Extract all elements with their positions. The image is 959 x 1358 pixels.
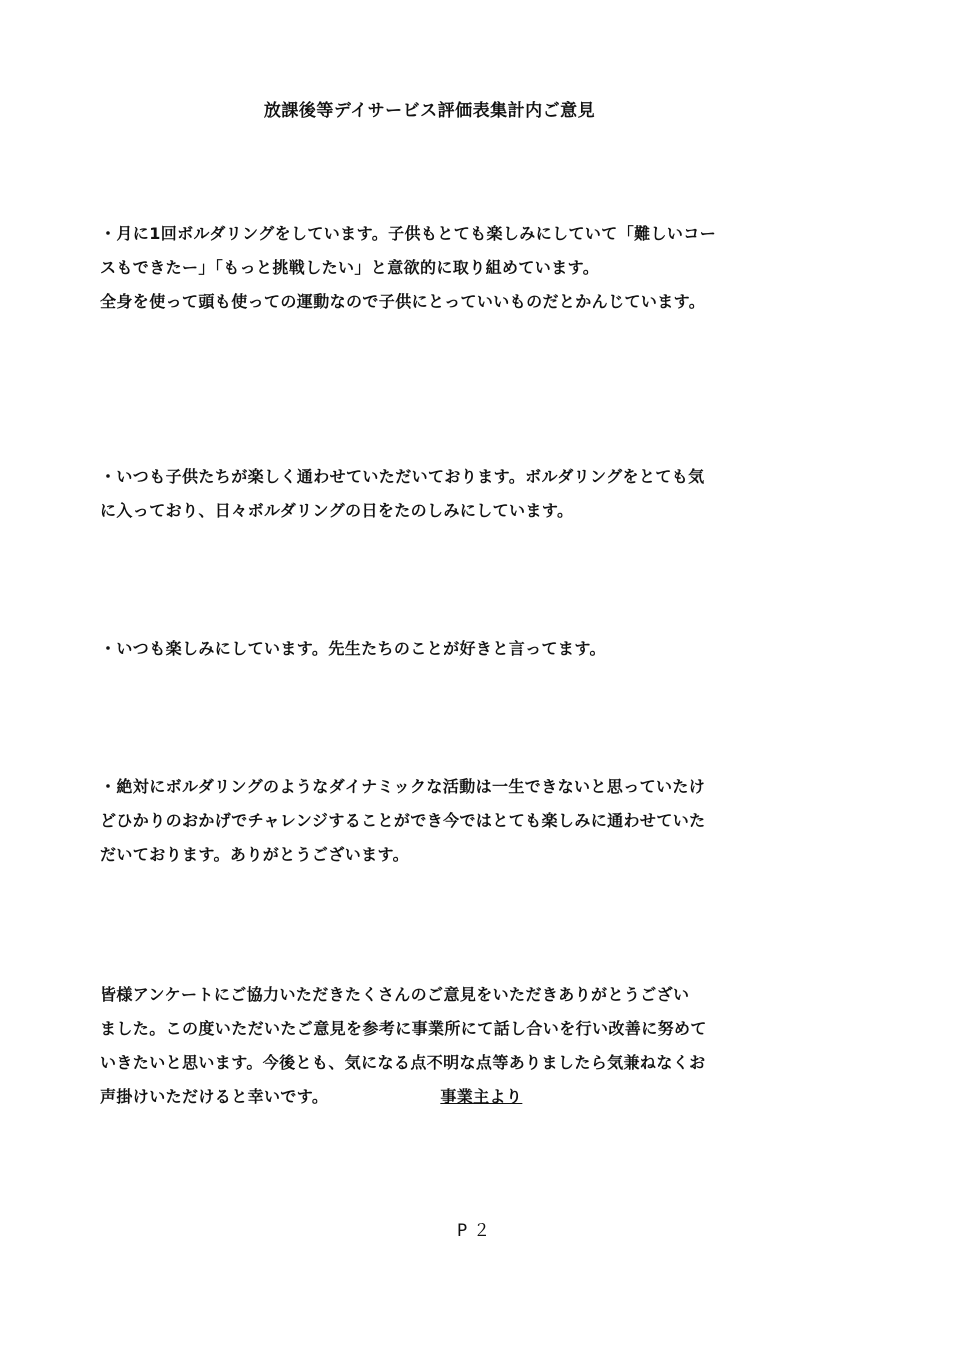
comment-line: ・絶対にボルダリングのようなダイナミックな活動は一生できないと思っていたけ (100, 777, 706, 796)
closing-line: いきたいと思います。今後とも、気になる点不明な点等ありましたら気兼ねなくお (100, 1053, 706, 1072)
comment-line: に入っており、日々ボルダリングの日をたのしみにしています。 (100, 501, 574, 520)
comment-2 (100, 460, 780, 528)
comment-line: ・いつも楽しみにしています。先生たちのことが好きと言ってます。 (100, 639, 606, 658)
closing-last-line (100, 1080, 780, 1114)
comment-line: だいております。ありがとうございます。 (100, 845, 410, 864)
comment-3 (100, 632, 780, 666)
closing-message (100, 978, 780, 1114)
closing-line: ました。この度いただいたご意見を参考に事業所にて話し合いを行い改善に努めて (100, 1019, 707, 1038)
comment-line: ・月に1回ボルダリングをしています。子供もとても楽しみにしていて「難しいコー (100, 224, 717, 243)
comment-line: どひかりのおかげでチャレンジすることができ今ではとても楽しみに通わせていた (100, 811, 706, 830)
comment-line: 全身を使って頭も使っての運動なので子供にとっていいものだとかんじています。 (100, 292, 706, 311)
comment-1 (100, 217, 780, 319)
closing-line: 皆様アンケートにご協力いただきたくさんのご意見をいただきありがとうござい (100, 985, 690, 1004)
closing-line: 声掛けいただけると幸いです。 (100, 1087, 329, 1106)
signature: 事業主より (440, 1087, 523, 1106)
comment-4 (100, 770, 780, 872)
document-title: 放課後等デイサービス評価表集計内ご意見 (263, 101, 596, 121)
comment-line: スもできたー」「もっと挑戦したい」と意欲的に取り組めています。 (100, 258, 600, 277)
comment-line: ・いつも子供たちが楽しく通わせていただいております。ボルダリングをとても気 (100, 467, 705, 486)
page-number: P２ (456, 1221, 497, 1241)
